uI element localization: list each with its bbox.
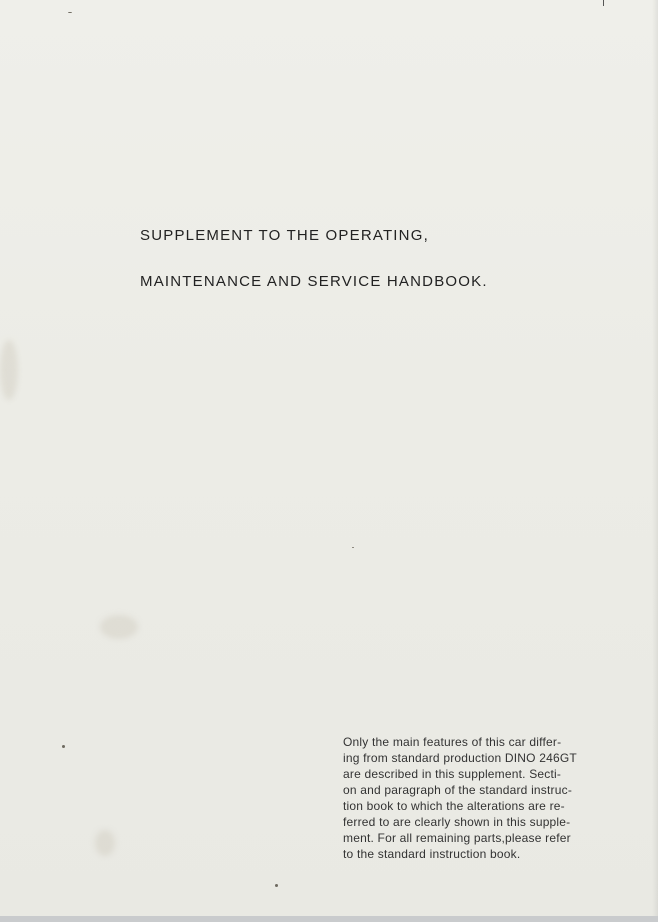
page-bottom-edge xyxy=(0,916,658,922)
supplement-note xyxy=(343,734,615,862)
paper-stain xyxy=(100,615,138,639)
note-line: ferred to are clearly shown in this supple- xyxy=(343,815,571,829)
paper-speck xyxy=(275,884,278,887)
note-line: ment. For all remaining parts,please refer xyxy=(343,831,571,845)
page-corner-mark xyxy=(603,0,604,6)
paper-speck xyxy=(352,547,354,548)
note-line: on and paragraph of the standard instruc- xyxy=(343,783,573,797)
note-line: Only the main features of this car differ- xyxy=(343,735,562,749)
paper-stain xyxy=(95,830,115,856)
note-line: ing from standard production DINO 246GT xyxy=(343,751,577,765)
note-line: to the standard instruction book. xyxy=(343,847,521,861)
page-edge-shadow xyxy=(652,0,658,916)
paper-speck xyxy=(62,745,65,748)
note-line: tion book to which the alterations are re- xyxy=(343,799,565,813)
handbook-title-line-1: SUPPLEMENT TO THE OPERATING, xyxy=(140,227,429,244)
paper-stain xyxy=(0,340,18,400)
note-line: are described in this supplement. Secti- xyxy=(343,767,562,781)
paper-speck xyxy=(68,12,72,13)
handbook-title-line-2: MAINTENANCE AND SERVICE HANDBOOK. xyxy=(140,273,488,290)
